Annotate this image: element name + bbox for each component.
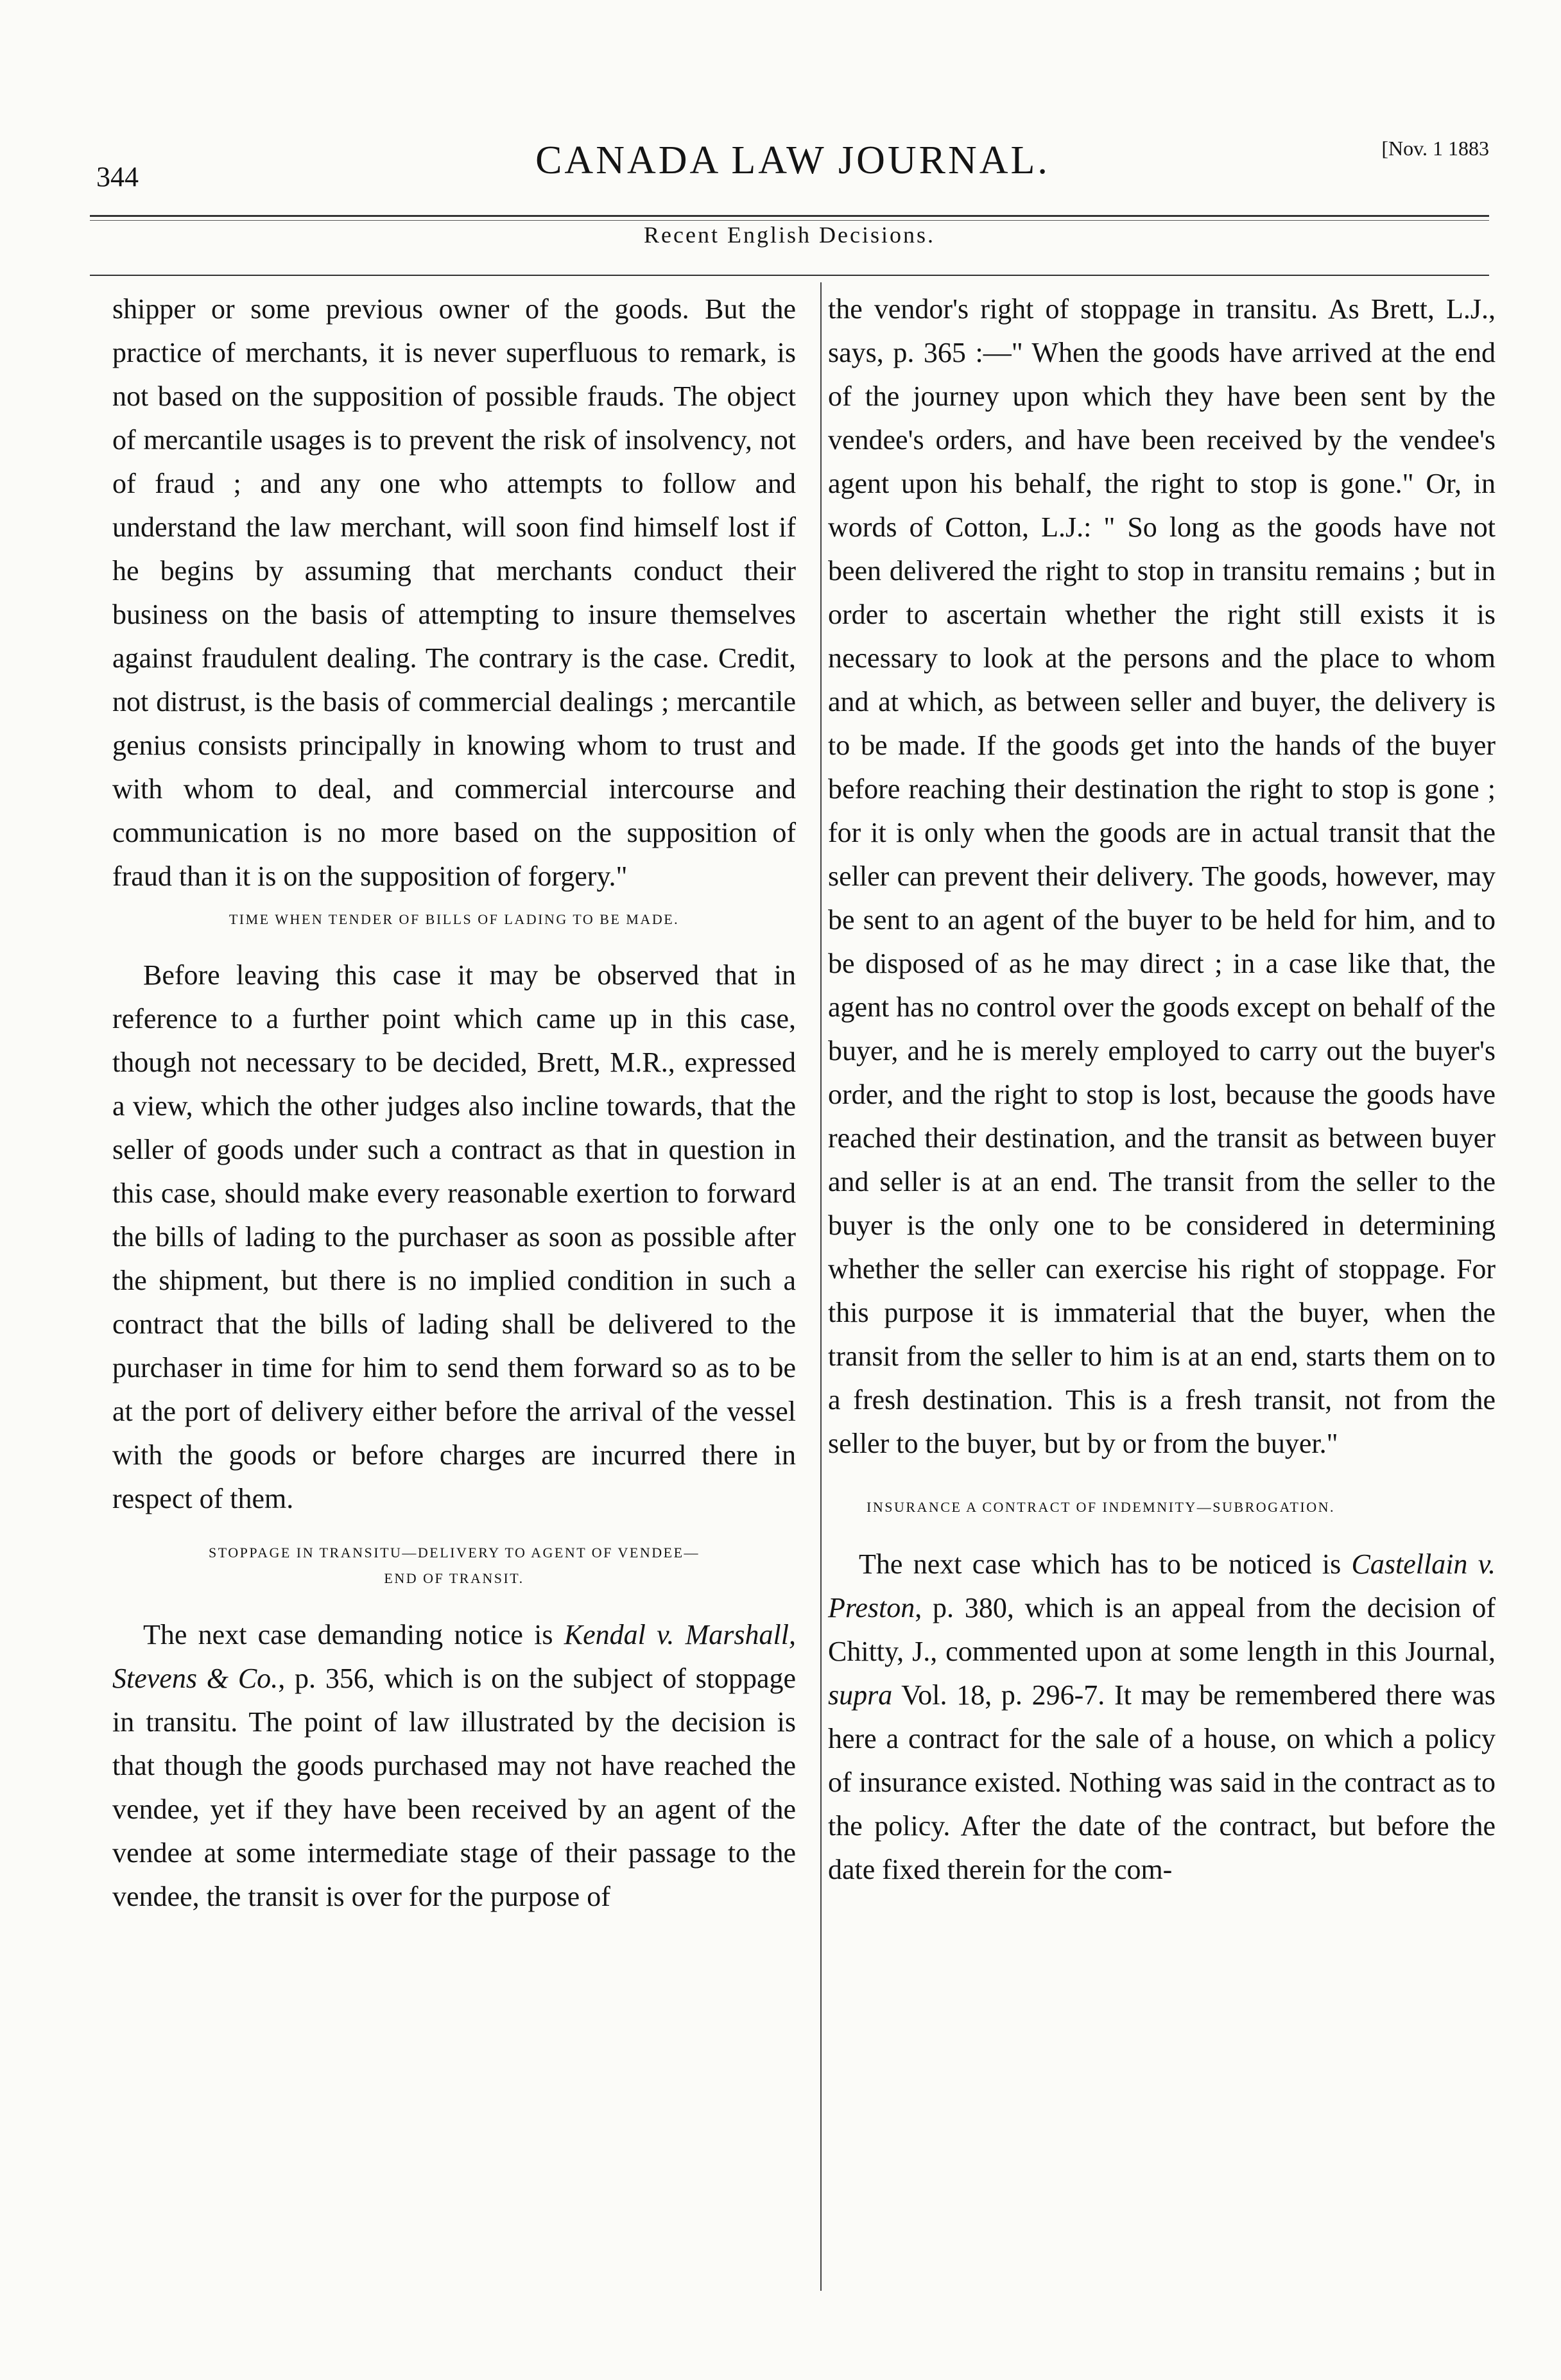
subheading-line: STOPPAGE IN TRANSITU—DELIVERY TO AGENT OF VENDEE—	[208, 1545, 700, 1561]
subheading: TIME WHEN TENDER OF BILLS OF LADING TO BE MADE.	[229, 911, 680, 927]
subheading-line: END OF TRANSIT.	[384, 1570, 524, 1586]
paragraph	[112, 1613, 796, 1919]
paragraph	[828, 1543, 1496, 1892]
subheading	[112, 1540, 796, 1591]
paragraph: the vendor's right of stoppage in transitu. As Brett, L.J., says, p. 365 :—" When the goods have arrived at the end of the journey upon which they have been sent by the vendee's orders, and have been received by the vendee's agent upon his behalf, the right to stop is gone." Or, in words of Cotton, L.J.: " So long as the goods have not been delivered the right to stop in transitu remains ; but in order to ascertain whether the right still exists it is necessary to look at the persons and the place to whom and at which, as between seller and buyer, the delivery is to be made. If the goods get into the hands of the buyer before reaching their destination the right to stop is gone ; for it is only when the goods are in actual transit that the seller can prevent their delivery. The goods, however, may be sent to an agent of the buyer to be held for him, and to be disposed of as he may direct ; in a case like that, the agent has no control over the goods except on behalf of the buyer, and he is merely employed to carry out the buyer's order, and the right to stop is lost, because the goods have reached their destination, and the transit as between buyer and seller is at an end. The transit from the seller to the buyer is the only one to be considered in determining whether the seller can exercise his right of stoppage. For this purpose it is immaterial that the buyer, when the transit from the seller to him is at an end, starts them on to a fresh destination. This is a fresh transit, not from the seller to the buyer, but by or from the buyer."	[828, 293, 1496, 1459]
paragraph: shipper or some previous owner of the goods. But the practice of merchants, it is never superfluous to remark, is not based on the supposition of possible frauds. The object of mercantile usages is to prevent the risk of insolvency, not of fraud ; and any one who attempts to follow and understand the law merchant, will soon find himself lost if he begins by assuming that merchants conduct their business on the basis of attempting to insure themselves against fraudulent dealing. The contrary is the case. Credit, not distrust, is the basis of commercial dealings ; mercantile genius consists principally in knowing whom to trust and with whom to deal, and commercial intercourse and communication is no more based on the supposition of fraud than it is on the supposition of forgery."	[112, 293, 796, 892]
section-title: Recent English Decisions.	[644, 222, 935, 248]
text-run: Vol. 18, p. 296-7. It may be remembered there was here a contract for the sale of a house, on which a policy of insurance existed. Nothing was said in the contract as to the policy. After the date of the contract, but before the date fixed therein for the com-	[828, 1679, 1496, 1885]
page-header	[96, 125, 1489, 193]
text-run: The next case demanding notice is	[143, 1619, 564, 1650]
text-run: The next case which has to be noticed is	[859, 1548, 1352, 1580]
right-column	[828, 287, 1496, 1892]
issue-date: [Nov. 1 1883	[1381, 137, 1489, 160]
case-name: Kendal v. Marshall, Stevens & Co.	[112, 1619, 797, 1694]
section-rule	[90, 275, 1489, 276]
page-number: 344	[96, 161, 139, 193]
text-run: , p. 380, which is an appeal from the decision of Chitty, J., commented upon at some length in this Journal,	[828, 1592, 1496, 1667]
case-name: Castellain v. Preston	[828, 1548, 1496, 1623]
subheading: INSURANCE A CONTRACT OF INDEMNITY—SUBROGATION.	[867, 1499, 1336, 1515]
text-run: , p. 356, which is on the subject of stoppage in transitu. The point of law illustrated by the decision is that though the goods purchased may not have reached the vendee, yet if they have been received by an agent of the vendee at some intermediate stage of their passage to the vendee, the transit is over for the purpose of	[112, 1663, 796, 1912]
citation-term: supra	[828, 1679, 893, 1711]
header-rule-thin	[90, 220, 1489, 221]
column-divider	[820, 282, 822, 2291]
left-column	[112, 287, 796, 1919]
paragraph: Before leaving this case it may be observed that in reference to a further point which came up in this case, though not necessary to be decided, Brett, M.R., expressed a view, which the other judges also incline towards, that the seller of goods under such a contract as that in question in this case, should make every reasonable exertion to forward the bills of lading to the purchaser as soon as possible after the shipment, but there is no implied condition in such a contract that the bills of lading shall be delivered to the purchaser in time for him to send them forward so as to be at the port of delivery either before the arrival of the vessel with the goods or before charges are incurred there in respect of them.	[112, 959, 796, 1514]
journal-title: CANADA LAW JOURNAL.	[535, 139, 1050, 182]
header-rule	[90, 215, 1489, 217]
